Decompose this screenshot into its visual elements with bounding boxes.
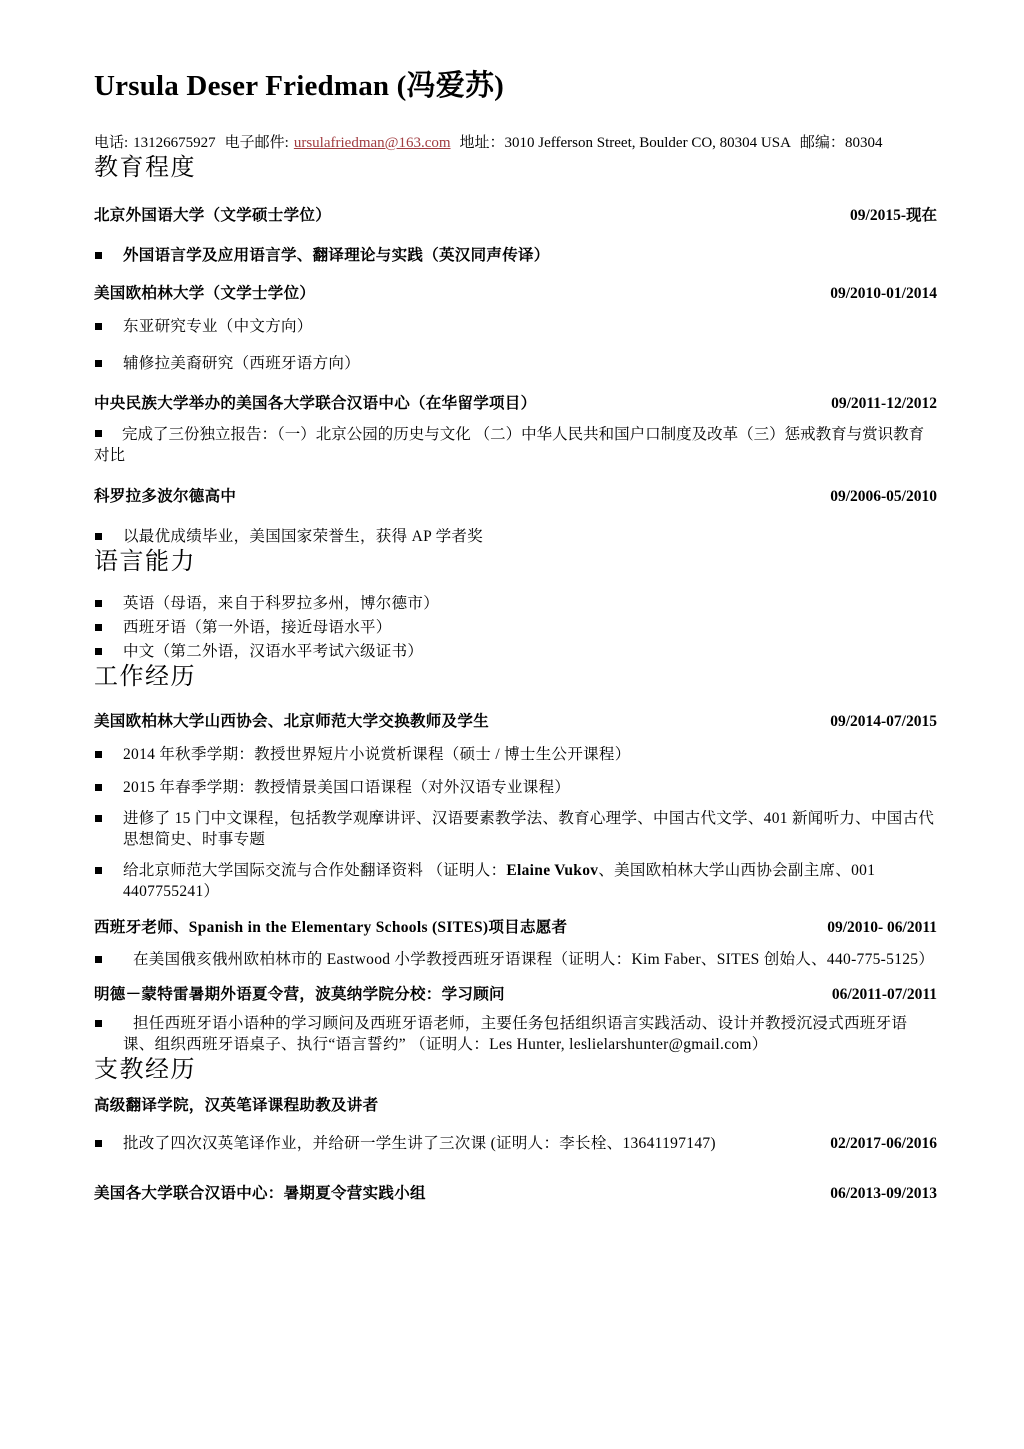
email-link[interactable]: ursulafriedman@163.com bbox=[293, 135, 451, 151]
bullet-square-icon bbox=[95, 648, 102, 655]
zip-code: 80304 bbox=[844, 135, 883, 151]
bullet-item bbox=[94, 593, 937, 614]
bullet-item bbox=[94, 641, 937, 662]
bullet-text: 辅修拉美裔研究（西班牙语方向） bbox=[123, 355, 361, 372]
entry-title: 美国欧柏林大学山西协会、北京师范大学交换教师及学生 bbox=[94, 713, 490, 730]
entry-date: 09/2010- 06/2011 bbox=[827, 919, 937, 936]
bullet-text: 东亚研究专业（中文方向） bbox=[123, 318, 313, 335]
bullet-square-icon bbox=[95, 1140, 102, 1147]
work-entry bbox=[94, 984, 937, 1005]
bullet-square-icon bbox=[95, 600, 102, 607]
bullet-item bbox=[94, 949, 937, 970]
bullet-text: 完成了三份独立报告：（一）北京公园的历史与文化 （二）中华人民共和国户口制度及改革（三）惩戒教育与赏识教育对比 bbox=[94, 426, 925, 464]
bullet-item bbox=[94, 777, 937, 798]
bullet-text-post: 、美国欧柏林大学山西协会副主席、001 4407755241） bbox=[123, 862, 876, 900]
bullet-square-icon bbox=[95, 624, 102, 631]
bullet-square-icon bbox=[95, 252, 102, 259]
address-text: 3010 Jefferson Street, Boulder CO, 80304 USA bbox=[504, 135, 791, 151]
section-heading-teaching: 支教经历 bbox=[94, 1057, 196, 1083]
bullet-text: 进修了 15 门中文课程，包括教学观摩讲评、汉语要素教学法、教育心理学、中国古代文学、401 新闻听力、中国古代思想简史、时事专题 bbox=[123, 810, 935, 848]
entry-date: 09/2011-12/2012 bbox=[831, 395, 937, 412]
teaching-entry bbox=[94, 1095, 937, 1116]
entry-title: 中央民族大学举办的美国各大学联合汉语中心（在华留学项目） bbox=[94, 395, 537, 412]
bullet-item bbox=[94, 808, 937, 850]
bullet-square-icon bbox=[95, 867, 102, 874]
entry-date: 06/2013-09/2013 bbox=[830, 1185, 937, 1202]
section-heading-work: 工作经历 bbox=[94, 664, 196, 690]
entry-title: 美国各大学联合汉语中心：暑期夏令营实践小组 bbox=[94, 1185, 426, 1202]
bullet-item bbox=[94, 526, 937, 547]
entry-title: 美国欧柏林大学（文学士学位） bbox=[94, 285, 316, 302]
bullet-item bbox=[94, 424, 937, 466]
entry-date: 09/2010-01/2014 bbox=[830, 285, 937, 302]
education-entry bbox=[94, 393, 937, 414]
entry-title: 明德－蒙特雷暑期外语夏令营，波莫纳学院分校：学习顾问 bbox=[94, 986, 505, 1003]
entry-date: 09/2006-05/2010 bbox=[830, 488, 937, 505]
bullet-square-icon bbox=[95, 323, 102, 330]
bullet-square-icon bbox=[95, 533, 102, 540]
education-entry bbox=[94, 283, 937, 304]
bullet-square-icon bbox=[95, 1020, 102, 1027]
work-entry bbox=[94, 917, 937, 938]
page-title: Ursula Deser Friedman (冯爱苏) bbox=[94, 70, 504, 102]
bullet-text: 西班牙语（第一外语，接近母语水平） bbox=[123, 619, 392, 636]
bullet-text: 英语（母语，来自于科罗拉多州，博尔德市） bbox=[123, 595, 440, 612]
bullet-text: 以最优成绩毕业，美国国家荣誉生，获得 AP 学者奖 bbox=[123, 528, 483, 545]
bullet-text: 2015 年春季学期：教授情景美国口语课程（对外汉语专业课程） bbox=[123, 779, 571, 796]
reference-name: Elaine Vukov bbox=[506, 862, 599, 879]
bullet-text-pre: 给北京师范大学国际交流与合作处翻译资料 （证明人： bbox=[123, 862, 507, 879]
entry-date: 09/2014-07/2015 bbox=[830, 713, 937, 730]
address-label: 地址： bbox=[459, 135, 505, 151]
bullet-text: 担任西班牙语小语种的学习顾问及西班牙语老师，主要任务包括组织语言实践活动、设计并教授沉浸式西班牙语课、组织西班牙语桌子、执行“语言誓约” （证明人：Les Hunter, leslielarshunter@gmail.com） bbox=[123, 1015, 908, 1053]
phone-number: 13126675927 bbox=[133, 135, 216, 151]
bullet-text: 中文（第二外语，汉语水平考试六级证书） bbox=[123, 643, 424, 660]
bullet-square-icon bbox=[95, 360, 102, 367]
bullet-square-icon bbox=[95, 815, 102, 822]
bullet-item bbox=[94, 744, 937, 765]
bullet-item bbox=[94, 617, 937, 638]
bullet-text bbox=[123, 860, 937, 902]
bullet-item bbox=[94, 1013, 937, 1055]
zip-label: 邮编： bbox=[799, 135, 845, 151]
entry-date: 09/2015-现在 bbox=[850, 207, 937, 224]
section-heading-languages: 语言能力 bbox=[94, 549, 196, 575]
bullet-item bbox=[94, 316, 937, 337]
teaching-entry bbox=[94, 1183, 937, 1204]
entry-title: 北京外国语大学（文学硕士学位） bbox=[94, 207, 332, 224]
bullet-text: 外国语言学及应用语言学、翻译理论与实践（英汉同声传译） bbox=[123, 247, 550, 264]
contact-line bbox=[94, 133, 937, 153]
entry-date: 06/2011-07/2011 bbox=[831, 986, 937, 1003]
bullet-item bbox=[94, 860, 937, 902]
section-heading-education: 教育程度 bbox=[94, 155, 196, 181]
entry-title: 西班牙老师、Spanish in the Elementary Schools (SITES)项目志愿者 bbox=[94, 919, 568, 936]
work-entry bbox=[94, 711, 937, 732]
bullet-date: 02/2017-06/2016 bbox=[830, 1135, 937, 1152]
bullet-item bbox=[94, 353, 937, 374]
bullet-square-icon bbox=[95, 784, 102, 791]
bullet-text: 2014 年秋季学期：教授世界短片小说赏析课程（硕士 / 博士生公开课程） bbox=[123, 746, 631, 763]
education-entry bbox=[94, 486, 937, 507]
bullet-square-icon bbox=[95, 751, 102, 758]
bullet-square-icon bbox=[95, 430, 102, 437]
entry-title: 科罗拉多波尔德高中 bbox=[94, 488, 237, 505]
bullet-item bbox=[94, 1133, 937, 1154]
bullet-text: 批改了四次汉英笔译作业，并给研一学生讲了三次课 (证明人：李长栓、13641197147) bbox=[123, 1135, 716, 1152]
email-label: 电子邮件: bbox=[224, 135, 289, 151]
bullet-item bbox=[94, 245, 937, 266]
phone-label: 电话: bbox=[94, 135, 129, 151]
bullet-square-icon bbox=[95, 956, 102, 963]
entry-title: 高级翻译学院，汉英笔译课程助教及讲者 bbox=[94, 1097, 379, 1114]
bullet-text: 在美国俄亥俄州欧柏林市的 Eastwood 小学教授西班牙语课程（证明人：Kim Faber、SITES 创始人、440-775-5125） bbox=[133, 951, 935, 968]
education-entry bbox=[94, 205, 937, 226]
